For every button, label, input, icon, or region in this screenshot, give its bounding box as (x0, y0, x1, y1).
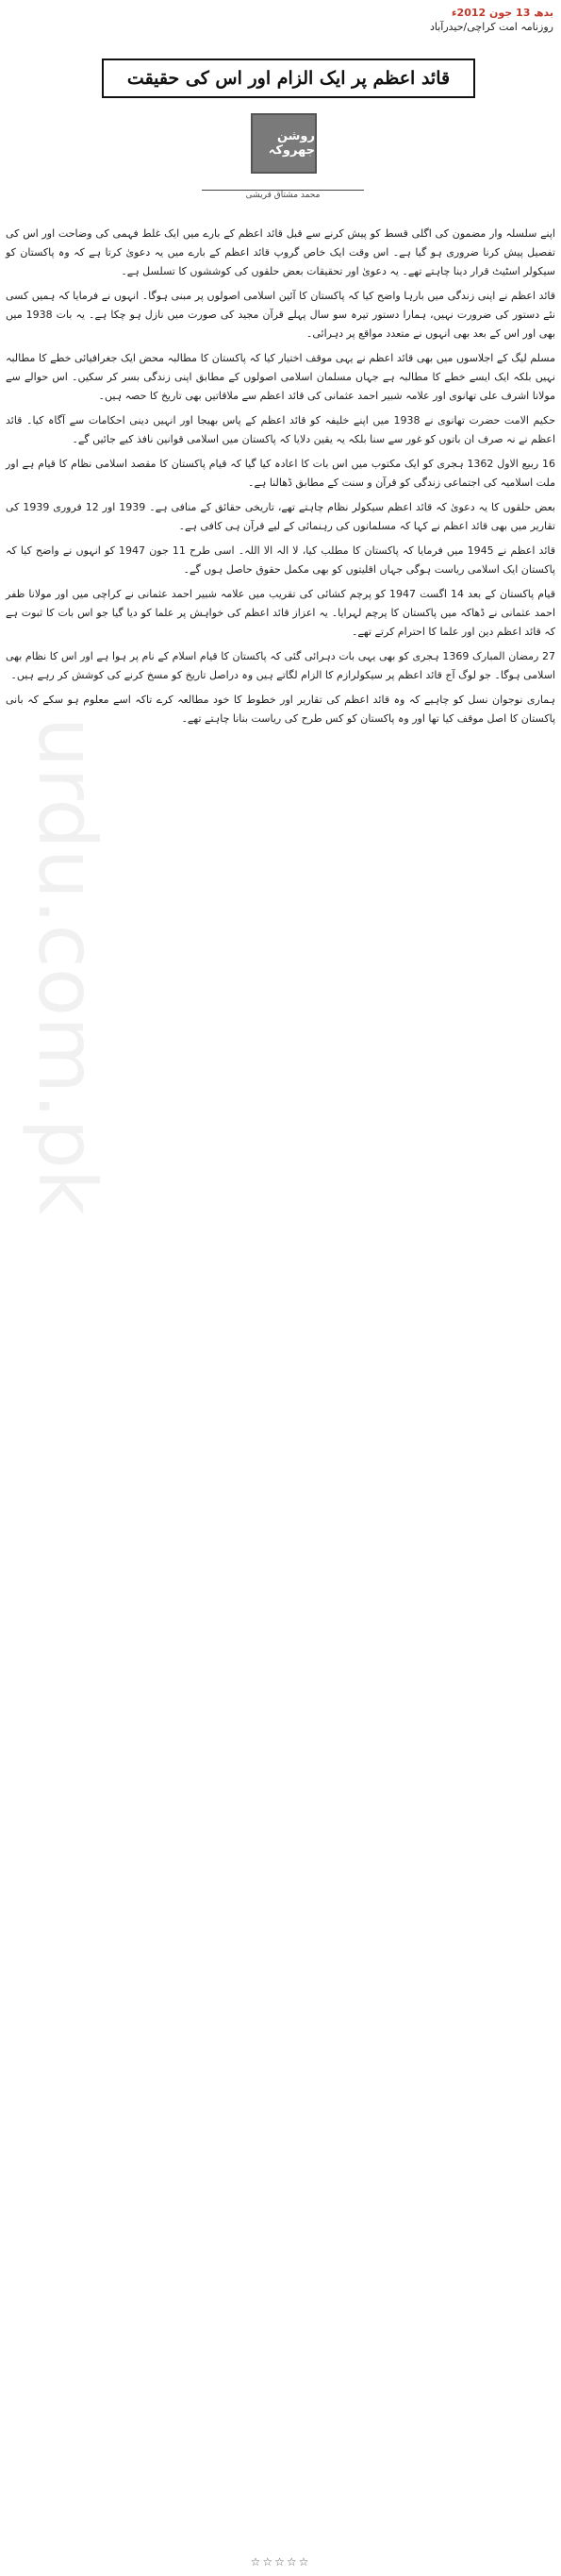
article-title: قائد اعظم پر ایک الزام اور اس کی حقیقت (102, 59, 475, 98)
article-paragraph: اپنے سلسلہ وار مضمون کی اگلی قسط کو پیش کرنے سے قبل قائد اعظم کے بارے میں ایک غلط فہمی کی وضاحت اور اس کی تفصیل پیش کرنا ضروری ہو گیا ہے۔ اس وقت ایک خاص گروپ قائد اعظم کے بارے میں یہ دعویٰ کرتا ہے کہ وہ پاکستان کو سیکولر اسٹیٹ قرار دینا چاہتے تھے۔ یہ دعویٰ اور تحقیقات بعض حلقوں کی کوششوں کا تسلسل ہے۔ (6, 227, 555, 277)
article-paragraph: 16 ربیع الاول 1362 ہجری کو ایک مکتوب میں اس بات کا اعادہ کیا گیا کہ قیام پاکستان کا مقصد اسلامی نظام کا قیام ہے اور ملت اسلامیہ کی اجتماعی زندگی کو قرآن و سنت کے مطابق ڈھالنا ہے۔ (6, 458, 555, 489)
article-body (6, 225, 555, 734)
column-logo (202, 106, 364, 209)
column-author: محمد مشتاق قریشی (202, 190, 364, 209)
watermark: urdu.com.pk (21, 717, 113, 1215)
article-paragraph: قائد اعظم نے 1945 میں فرمایا کہ پاکستان کا مطلب کیا، لا الہ الا اللہ۔ اسی طرح 11 جون 1947 کو انہوں نے واضح کیا کہ پاکستان ایک اسلامی ریاست ہوگی جہاں اقلیتوں کو بھی مکمل حقوق حاصل ہوں گے۔ (6, 544, 555, 576)
article-paragraph: ہماری نوجوان نسل کو چاہیے کہ وہ قائد اعظم کی تقاریر اور خطوط کا خود مطالعہ کرے تاکہ اسے معلوم ہو سکے کہ بانی پاکستان کا اصل موقف کیا تھا اور وہ پاکستان کو کس طرح کی ریاست بنانا چاہتے تھے۔ (6, 694, 555, 725)
article-header (271, 6, 553, 34)
article-date: بدھ 13 جون 2012ء (451, 7, 553, 19)
article-paragraph: قیام پاکستان کے بعد 14 اگست 1947 کو پرچم کشائی کی تقریب میں علامہ شبیر احمد عثمانی نے کراچی میں اور مولانا ظفر احمد عثمانی نے ڈھاکہ میں پاکستان کا پرچم لہرایا۔ یہ اعزاز قائد اعظم کی خواہش پر علما کو دیا گیا جو اس بات کا ثبوت ہے کہ قائد اعظم دین اور علما کا احترام کرتے تھے۔ (6, 588, 555, 638)
article-paragraph: مسلم لیگ کے اجلاسوں میں بھی قائد اعظم نے یہی موقف اختیار کیا کہ پاکستان کا مطالبہ محض ایک جغرافیائی خطے کا مطالبہ نہیں بلکہ ایک ایسے خطے کا مطالبہ ہے جہاں مسلمان اسلامی اصولوں کے مطابق اپنی زندگی بسر کر سکیں۔ اس حوالے سے مولانا اشرف علی تھانوی اور علامہ شبیر احمد عثمانی کی قائد اعظم سے ملاقاتیں بھی تاریخ کا حصہ ہیں۔ (6, 352, 555, 402)
article-paragraph: قائد اعظم نے اپنی زندگی میں بارہا واضح کیا کہ پاکستان کا آئین اسلامی اصولوں پر مبنی ہوگا۔ انہوں نے فرمایا کہ ہمیں کسی نئے دستور کی ضرورت نہیں، ہمارا دستور تیرہ سو سال پہلے قرآن مجید کی صورت میں نازل ہو چکا ہے۔ یہ بات 1938 میں بھی اور اس کے بعد بھی انہوں نے متعدد مواقع پر دہرائی۔ (6, 290, 555, 340)
article-paragraph: بعض حلقوں کا یہ دعویٰ کہ قائد اعظم سیکولر نظام چاہتے تھے، تاریخی حقائق کے منافی ہے۔ 1939 اور 12 فروری 1939 کی تقاریر میں بھی قائد اعظم نے کہا کہ مسلمانوں کی رہنمائی کے لیے قرآن ہی کافی ہے۔ (6, 501, 555, 532)
publication-name: روزنامہ امت کراچی/حیدرآباد (429, 21, 553, 33)
article-paragraph: 27 رمضان المبارک 1369 ہجری کو بھی یہی بات دہرائی گئی کہ پاکستان کا قیام اسلام کے نام پر ہوا ہے اور اس کا نظام بھی اسلامی ہوگا۔ جو لوگ آج قائد اعظم پر سیکولرازم کا الزام لگاتے ہیں وہ دراصل تاریخ کو مسخ کرنے کی کوشش کر رہے ہیں۔ (6, 650, 555, 681)
article-paragraph: حکیم الامت حضرت تھانوی نے 1938 میں اپنے خلیفہ کو قائد اعظم کے پاس بھیجا اور انہیں دینی احکامات سے آگاہ کیا۔ قائد اعظم نے نہ صرف ان باتوں کو غور سے سنا بلکہ یہ یقین دلایا کہ پاکستان میں اسلامی قوانین نافذ کیے جائیں گے۔ (6, 414, 555, 445)
end-mark: ☆☆☆☆☆ (250, 2555, 311, 2568)
column-logo-emblem: روشن جهروکہ (251, 113, 317, 174)
